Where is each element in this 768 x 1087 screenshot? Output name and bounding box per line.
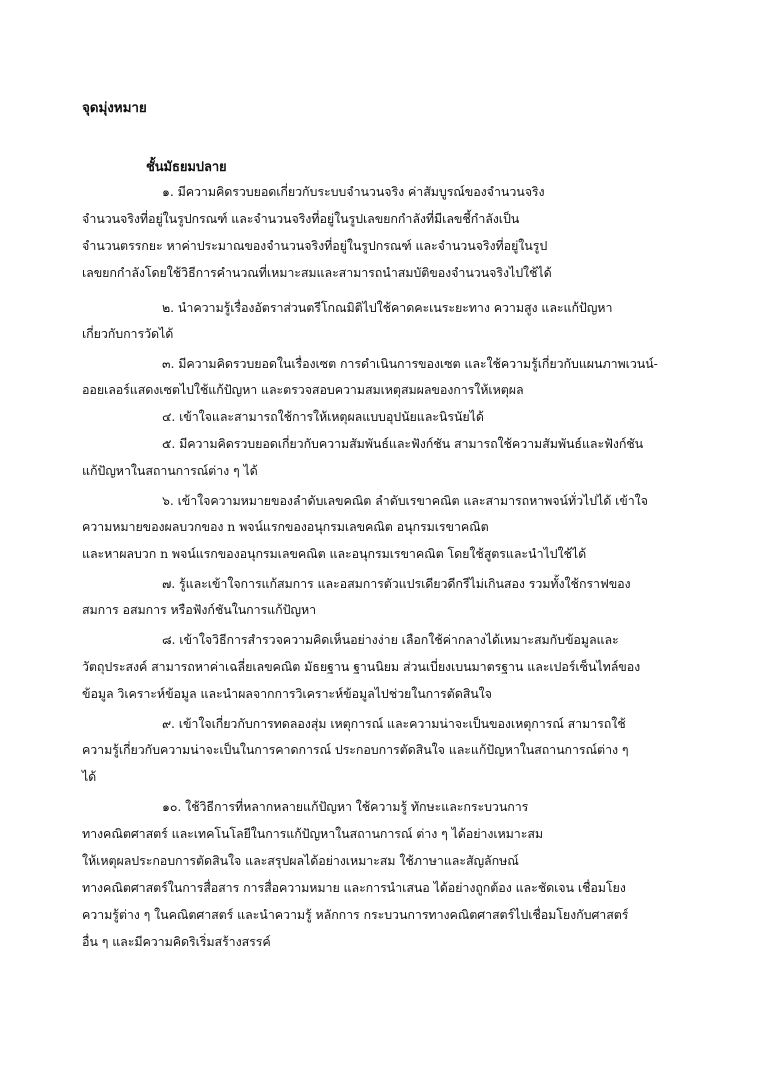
- paragraph-line: เกี่ยวกับการวัดได้: [82, 326, 174, 341]
- paragraph-line: จำนวนจริงที่อยู่ในรูปกรณฑ์ และจำนวนจริงที่อยู่ในรูปเลขยกกำลังที่มีเลขชี้กำลังเป็น: [82, 211, 520, 226]
- paragraph-line: แก้ปัญหาในสถานการณ์ต่าง ๆ ได้: [82, 463, 258, 478]
- paragraph-line: ทางคณิตศาสตร์ และเทคโนโลยีในการแก้ปัญหาในสถานการณ์ ต่าง ๆ ได้อย่างเหมาะสม: [82, 826, 544, 841]
- paragraph-line: และหาผลบวก n พจน์แรกของอนุกรมเลขคณิต และอนุกรมเรขาคณิต โดยใช้สูตรและนำไปใช้ได้: [82, 546, 587, 561]
- paragraph-line: ได้: [82, 769, 97, 784]
- page-title: จุดมุ่งหมาย: [82, 100, 147, 116]
- paragraph-line: ออยเลอร์แสดงเซตไปใช้แก้ปัญหา และตรวจสอบความสมเหตุสมผลของการให้เหตุผล: [82, 382, 524, 397]
- paragraph-line: ๔. เข้าใจและสามารถใช้การให้เหตุผลแบบอุปนัยและนิรนัยได้: [162, 409, 484, 424]
- paragraph-line: ความรู้เกี่ยวกับความน่าจะเป็นในการคาดการณ์ ประกอบการตัดสินใจ และแก้ปัญหาในสถานการณ์ต่าง ๆ: [82, 742, 629, 757]
- paragraph-line: ๑. มีความคิดรวบยอดเกี่ยวกับระบบจำนวนจริง ค่าสัมบูรณ์ของจำนวนจริง: [162, 184, 545, 199]
- paragraph-line: ข้อมูล วิเคราะห์ข้อมูล และนำผลจากการวิเคราะห์ข้อมูลไปช่วยในการตัดสินใจ: [82, 686, 492, 701]
- paragraph-line: วัตถุประสงค์ สามารถหาค่าเฉลี่ยเลขคณิต มัธยฐาน ฐานนิยม ส่วนเบี่ยงเบนมาตรฐาน และเปอร์เซ็นไทล์ของ: [82, 659, 641, 674]
- paragraph-line: ๕. มีความคิดรวบยอดเกี่ยวกับความสัมพันธ์และฟังก์ชัน สามารถใช้ความสัมพันธ์และฟังก์ชัน: [162, 436, 644, 451]
- paragraph-line: ให้เหตุผลประกอบการตัดสินใจ และสรุปผลได้อย่างเหมาะสม ใช้ภาษาและสัญลักษณ์: [82, 853, 519, 868]
- paragraph-line: อื่น ๆ และมีความคิดริเริ่มสร้างสรรค์: [82, 934, 271, 949]
- paragraph-line: ความหมายของผลบวกของ n พจน์แรกของอนุกรมเลขคณิต อนุกรมเรขาคณิต: [82, 519, 489, 534]
- paragraph-line: ๓. มีความคิดรวบยอดในเรื่องเซต การดำเนินการของเซต และใช้ความรู้เกี่ยวกับแผนภาพเวนน์-: [162, 356, 658, 371]
- paragraph-line: จำนวนตรรกยะ หาค่าประมาณของจำนวนจริงที่อยู่ในรูปกรณฑ์ และจำนวนจริงที่อยู่ในรูป: [82, 238, 548, 253]
- paragraph-line: ๙. เข้าใจเกี่ยวกับการทดลองสุ่ม เหตุการณ์ และความน่าจะเป็นของเหตุการณ์ สามารถใช้: [162, 716, 626, 731]
- paragraph-line: ๘. เข้าใจวิธีการสำรวจความคิดเห็นอย่างง่าย เลือกใช้ค่ากลางได้เหมาะสมกับข้อมูลและ: [162, 632, 619, 647]
- paragraph-line: ความรู้ต่าง ๆ ในคณิตศาสตร์ และนำความรู้ หลักการ กระบวนการทางคณิตศาสตร์ไปเชื่อมโยงกับศาสตร์: [82, 907, 629, 922]
- paragraph-line: ๖. เข้าใจความหมายของลำดับเลขคณิต ลำดับเรขาคณิต และสามารถหาพจน์ทั่วไปได้ เข้าใจ: [162, 493, 648, 508]
- paragraph-line: ๗. รู้และเข้าใจการแก้สมการ และอสมการตัวแปรเดียวดีกรีไม่เกินสอง รวมทั้งใช้กราฟของ: [162, 576, 631, 591]
- paragraph-line: ๒. นำความรู้เรื่องอัตราส่วนตรีโกณมิติไปใช้คาดคะเนระยะทาง ความสูง และแก้ปัญหา: [162, 300, 613, 315]
- paragraph-line: สมการ อสมการ หรือฟังก์ชันในการแก้ปัญหา: [82, 602, 317, 617]
- paragraph-line: ๑๐. ใช้วิธีการที่หลากหลายแก้ปัญหา ใช้ความรู้ ทักษะและกระบวนการ: [162, 799, 529, 814]
- section-subtitle: ชั้นมัธยมปลาย: [146, 160, 227, 175]
- paragraph-line: เลขยกกำลังโดยใช้วิธีการคำนวณที่เหมาะสมและสามารถนำสมบัติของจำนวนจริงไปใช้ได้: [82, 265, 552, 280]
- paragraph-line: ทางคณิตศาสตร์ในการสื่อสาร การสื่อความหมาย และการนำเสนอ ได้อย่างถูกต้อง และชัดเจน เชื่อมโยง: [82, 880, 626, 895]
